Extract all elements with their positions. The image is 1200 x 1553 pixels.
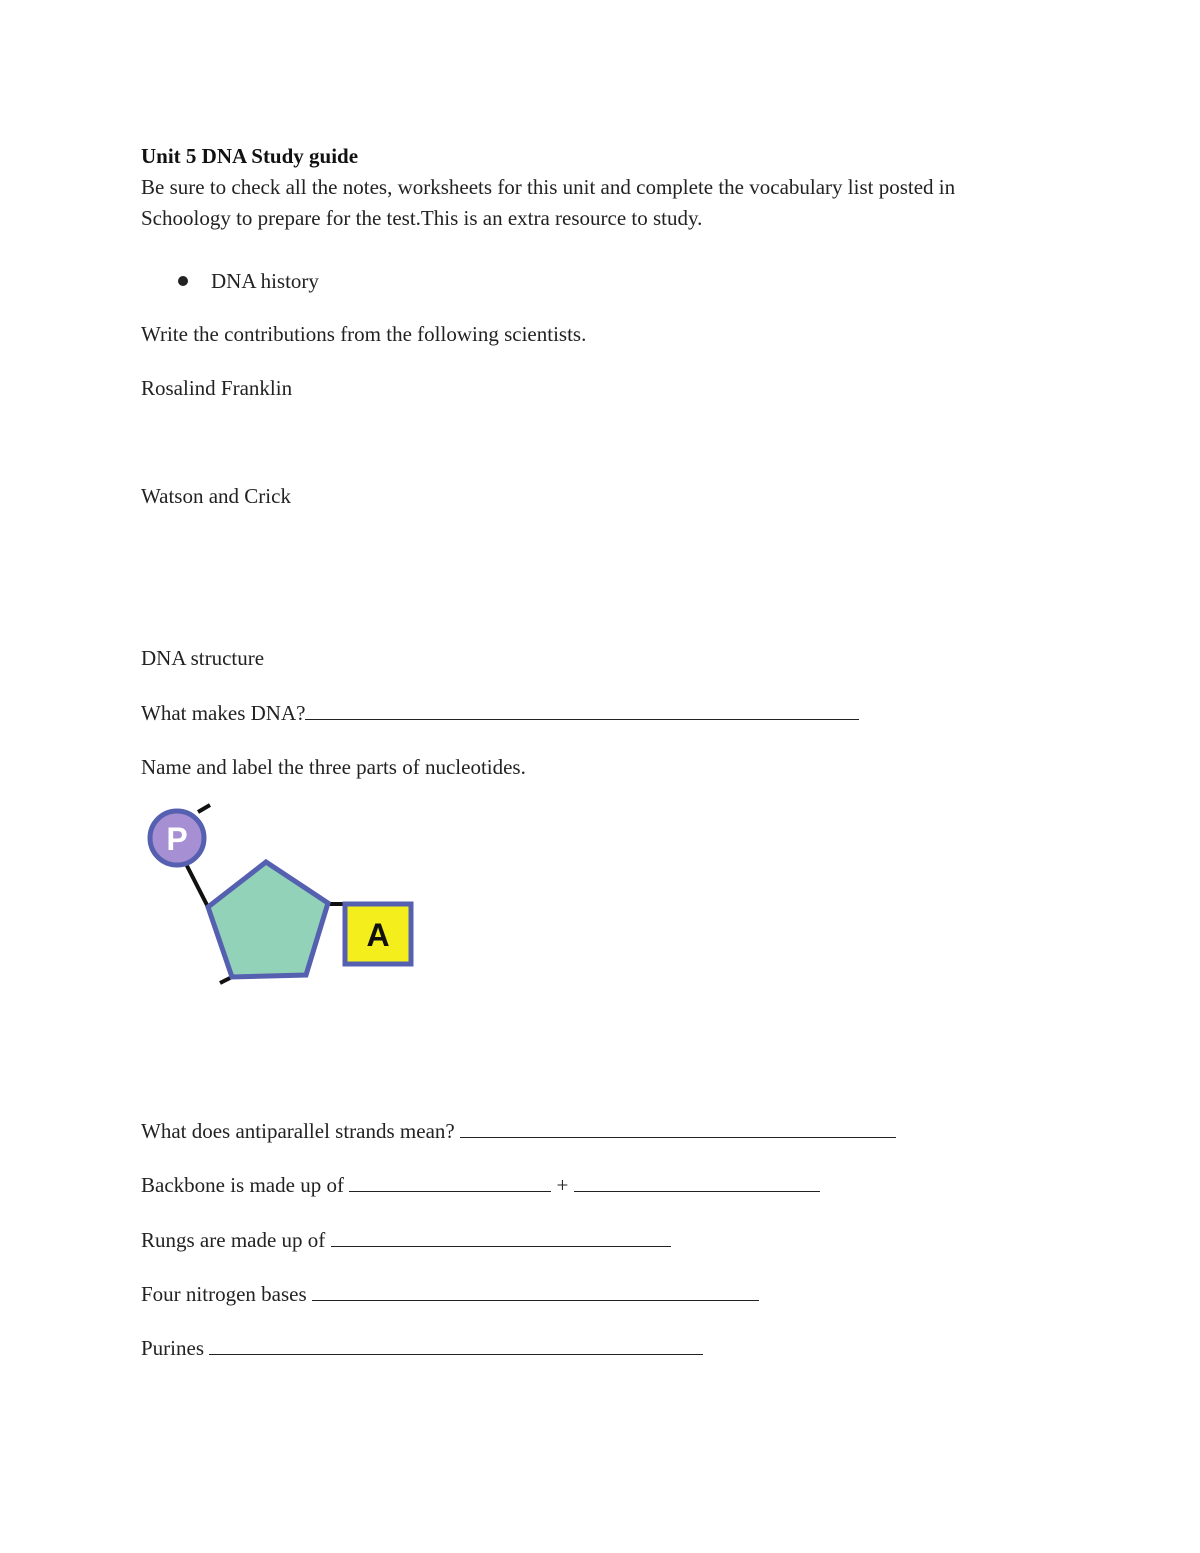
purines-label: Purines bbox=[141, 1336, 204, 1360]
bases-blank[interactable] bbox=[312, 1280, 759, 1301]
antiparallel-blank[interactable] bbox=[460, 1117, 896, 1138]
bullet-dna-history: DNA history bbox=[211, 269, 319, 293]
plus-sign: + bbox=[556, 1173, 569, 1197]
rungs-label: Rungs are made up of bbox=[141, 1228, 326, 1252]
rungs-blank[interactable] bbox=[331, 1226, 671, 1247]
what-makes-dna-blank[interactable] bbox=[305, 699, 859, 720]
phosphate-label: P bbox=[166, 821, 188, 857]
page-title: Unit 5 DNA Study guide bbox=[141, 144, 359, 168]
antiparallel-label: What does antiparallel strands mean? bbox=[141, 1119, 455, 1143]
antiparallel-question bbox=[141, 1117, 896, 1144]
bases-label: Four nitrogen bases bbox=[141, 1282, 307, 1306]
backbone-question bbox=[141, 1171, 820, 1198]
intro-line-2: Schoology to prepare for the test.This is an extra resource to study. bbox=[141, 206, 703, 230]
intro-line-1: Be sure to check all the notes, worksheets for this unit and complete the vocabulary list posted in bbox=[141, 175, 956, 199]
contributions-prompt: Write the contributions from the following scientists. bbox=[141, 322, 587, 346]
backbone-blank-2[interactable] bbox=[574, 1171, 820, 1192]
purines-blank[interactable] bbox=[209, 1334, 703, 1355]
backbone-blank-1[interactable] bbox=[349, 1171, 551, 1192]
what-makes-dna-question bbox=[141, 699, 859, 726]
scientist-watson-crick: Watson and Crick bbox=[141, 484, 291, 508]
phosphate-bond-top bbox=[198, 805, 210, 812]
bullet-dot bbox=[178, 276, 188, 286]
nucleotide-diagram bbox=[140, 800, 430, 990]
dna-structure-heading: DNA structure bbox=[141, 646, 265, 670]
backbone-label: Backbone is made up of bbox=[141, 1173, 344, 1197]
phosphate-sugar-bond bbox=[185, 862, 208, 907]
base-label: A bbox=[366, 917, 390, 953]
nucleotide-question: Name and label the three parts of nucleotides. bbox=[141, 755, 526, 779]
rungs-question bbox=[141, 1226, 671, 1253]
purines-question bbox=[141, 1334, 703, 1361]
scientist-rosalind-franklin: Rosalind Franklin bbox=[141, 376, 293, 400]
deoxyribose-sugar-pentagon bbox=[208, 862, 328, 977]
bases-question bbox=[141, 1280, 759, 1307]
what-makes-dna-label: What makes DNA? bbox=[141, 701, 306, 725]
